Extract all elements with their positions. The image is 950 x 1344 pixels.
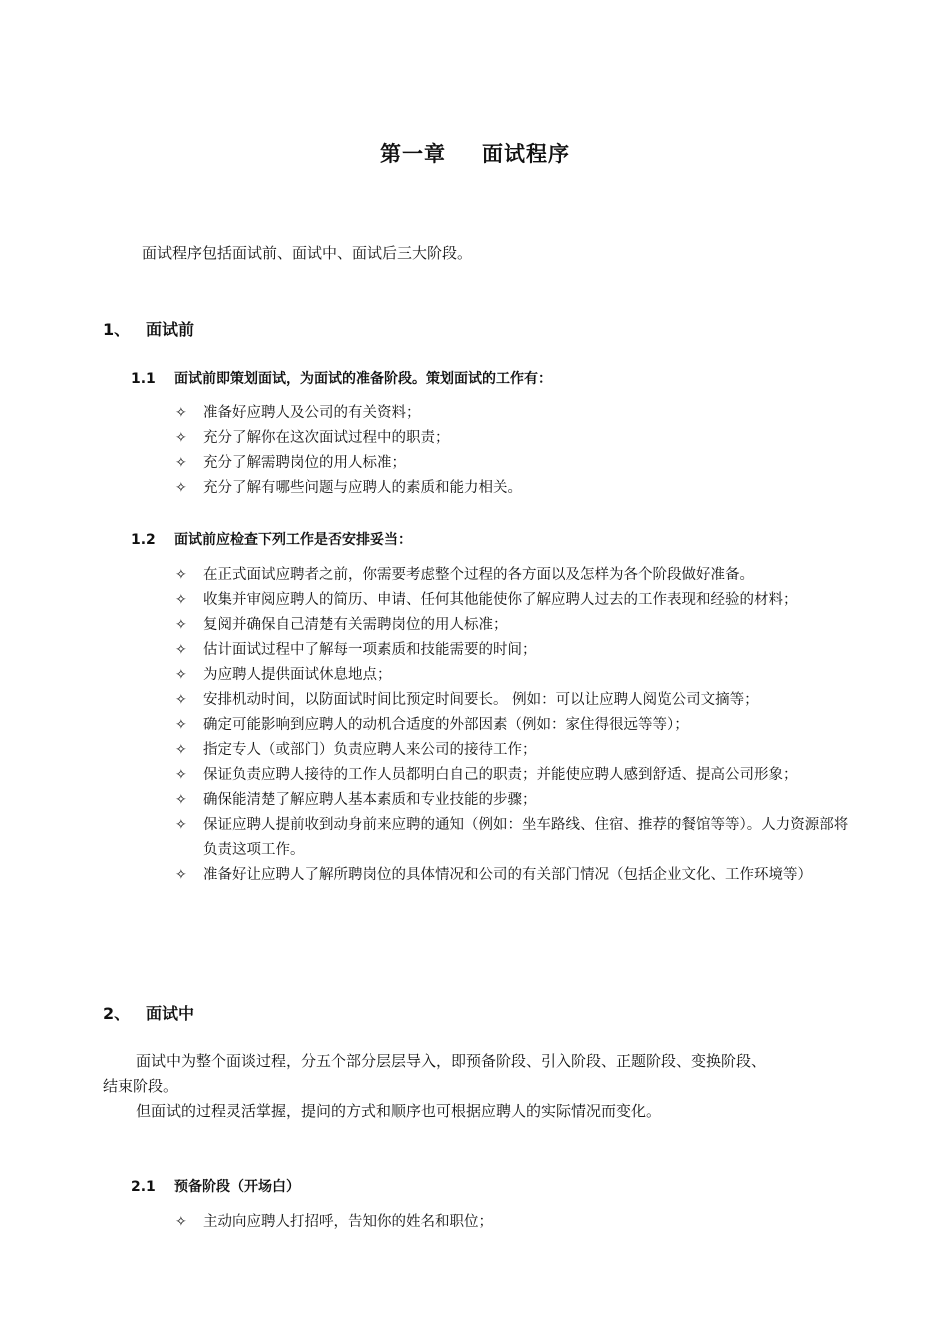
- diamond-bullet-icon: ✧: [175, 642, 187, 658]
- diamond-bullet-icon: ✧: [175, 867, 187, 883]
- section-2-paragraph-1-line-1: 面试中为整个面谈过程，分五个部分层层导入，即预备阶段、引入阶段、正题阶段、变换阶段、: [136, 1052, 767, 1070]
- diamond-bullet-icon: ✧: [175, 792, 187, 808]
- intro-paragraph: 面试程序包括面试前、面试中、面试后三大阶段。: [142, 244, 473, 262]
- section-title: 面试中: [146, 1004, 195, 1023]
- subsection-title: 面试前即策划面试，为面试的准备阶段。策划面试的工作有：: [174, 371, 552, 387]
- section-2-heading: [103, 1001, 194, 1024]
- list-item: ✧ 保证应聘人提前收到动身前来应聘的通知（例如：坐车路线、住宿、推荐的餐馆等等）。人力资源部将负责这项工作。: [175, 813, 855, 863]
- diamond-bullet-icon: ✧: [175, 567, 187, 583]
- section-2-paragraph-1-line-2: 结束阶段。: [103, 1077, 179, 1095]
- list-item: ✧ 复阅并确保自己清楚有关需聘岗位的用人标准；: [175, 613, 855, 638]
- diamond-bullet-icon: ✧: [175, 717, 187, 733]
- diamond-bullet-icon: ✧: [175, 767, 187, 783]
- list-item: ✧ 确定可能影响到应聘人的动机合适度的外部因素（例如：家住得很远等等）；: [175, 713, 855, 738]
- section-number: 2、: [103, 1004, 131, 1023]
- diamond-bullet-icon: ✧: [175, 667, 187, 683]
- subsection-1-1-heading: [131, 368, 552, 388]
- diamond-bullet-icon: ✧: [175, 455, 187, 471]
- bullet-list-2-1: [175, 1210, 855, 1235]
- list-item: ✧ 为应聘人提供面试休息地点；: [175, 663, 855, 688]
- diamond-bullet-icon: ✧: [175, 480, 187, 496]
- bullet-list-1-2: [175, 563, 855, 888]
- subsection-number: 1.1: [131, 371, 156, 387]
- bullet-list-1-1: [175, 401, 855, 501]
- diamond-bullet-icon: ✧: [175, 430, 187, 446]
- section-2-paragraph-2: 但面试的过程灵活掌握，提问的方式和顺序也可根据应聘人的实际情况而变化。: [136, 1102, 662, 1120]
- list-item: ✧ 充分了解有哪些问题与应聘人的素质和能力相关。: [175, 476, 855, 501]
- diamond-bullet-icon: ✧: [175, 692, 187, 708]
- section-number: 1、: [103, 320, 131, 339]
- diamond-bullet-icon: ✧: [175, 1214, 187, 1230]
- chapter-title: [0, 138, 950, 168]
- chapter-name: 面试程序: [482, 142, 570, 166]
- subsection-2-1-heading: [131, 1176, 300, 1196]
- diamond-bullet-icon: ✧: [175, 592, 187, 608]
- list-item: ✧ 准备好应聘人及公司的有关资料；: [175, 401, 855, 426]
- list-item: ✧ 指定专人（或部门）负责应聘人来公司的接待工作；: [175, 738, 855, 763]
- list-item: ✧ 确保能清楚了解应聘人基本素质和专业技能的步骤；: [175, 788, 855, 813]
- list-item: ✧ 在正式面试应聘者之前，你需要考虑整个过程的各方面以及怎样为各个阶段做好准备。: [175, 563, 855, 588]
- list-item: ✧ 安排机动时间，以防面试时间比预定时间要长。 例如：可以让应聘人阅览公司文摘等；: [175, 688, 855, 713]
- diamond-bullet-icon: ✧: [175, 405, 187, 421]
- section-1-heading: [103, 317, 194, 340]
- list-item: ✧ 充分了解你在这次面试过程中的职责；: [175, 426, 855, 451]
- list-item: ✧ 准备好让应聘人了解所聘岗位的具体情况和公司的有关部门情况（包括企业文化、工作环境等）: [175, 863, 855, 888]
- list-item: ✧ 保证负责应聘人接待的工作人员都明白自己的职责；并能使应聘人感到舒适、提高公司形象；: [175, 763, 855, 788]
- list-item: ✧ 充分了解需聘岗位的用人标准；: [175, 451, 855, 476]
- chapter-number: 第一章: [380, 142, 446, 166]
- list-item: ✧ 估计面试过程中了解每一项素质和技能需要的时间；: [175, 638, 855, 663]
- diamond-bullet-icon: ✧: [175, 817, 187, 833]
- subsection-number: 1.2: [131, 532, 156, 548]
- subsection-1-2-heading: [131, 529, 412, 549]
- section-title: 面试前: [146, 320, 195, 339]
- diamond-bullet-icon: ✧: [175, 742, 187, 758]
- list-item: ✧ 主动向应聘人打招呼，告知你的姓名和职位；: [175, 1210, 855, 1235]
- diamond-bullet-icon: ✧: [175, 617, 187, 633]
- subsection-number: 2.1: [131, 1179, 156, 1195]
- list-item: ✧ 收集并审阅应聘人的简历、申请、任何其他能使你了解应聘人过去的工作表现和经验的材料；: [175, 588, 855, 613]
- subsection-title: 面试前应检查下列工作是否安排妥当：: [174, 532, 412, 548]
- subsection-title: 预备阶段（开场白）: [174, 1179, 300, 1195]
